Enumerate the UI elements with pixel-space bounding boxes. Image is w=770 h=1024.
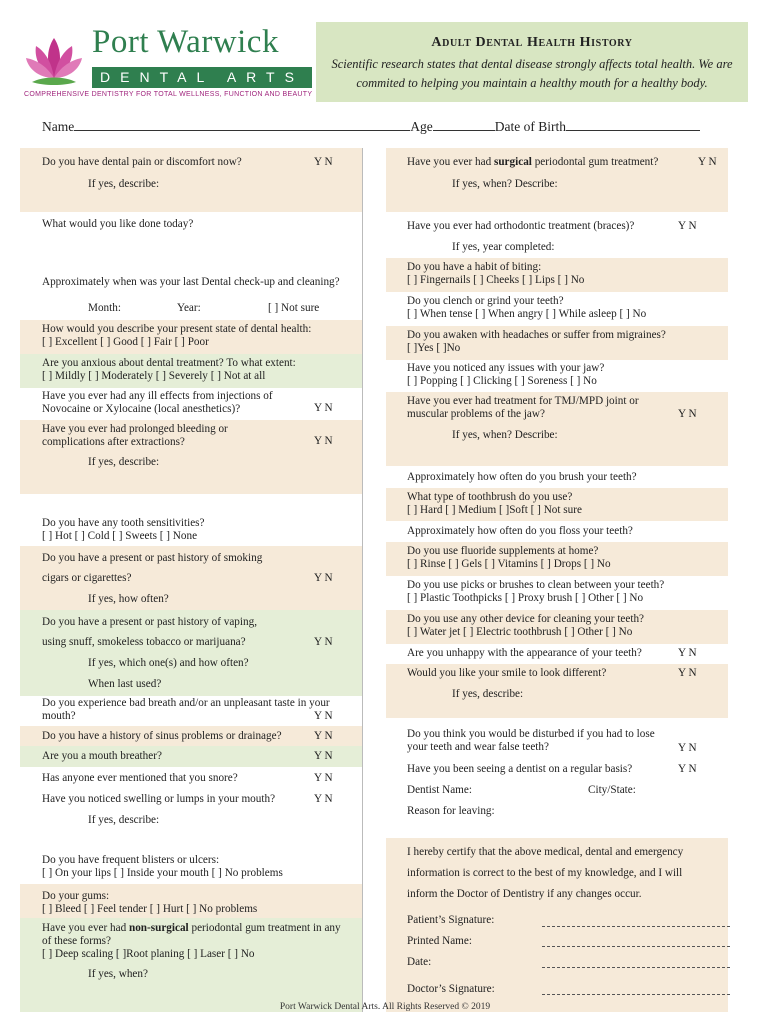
ortho-question: Have you ever had orthodontic treatment (braces)? [407, 220, 635, 232]
surgical-section [386, 148, 728, 212]
sensitivity-options[interactable]: [ ] Hot [ ] Cold [ ] Sweets [ ] None [42, 530, 198, 542]
jaw-section [386, 360, 728, 392]
jaw-question: Have you noticed any issues with your jaw? [407, 362, 605, 374]
dentist-name-label: Dentist Name: [407, 784, 472, 796]
headaches-options[interactable]: [ ]Yes [ ]No [407, 342, 461, 354]
biting-options[interactable]: [ ] Fingernails [ ] Cheeks [ ] Lips [ ] No [407, 274, 585, 286]
other-device-question: Do you use any other device for cleaning your teeth? [407, 613, 645, 625]
smoking-section [20, 546, 362, 610]
toothbrush-options[interactable]: [ ] Hard [ ] Medium [ ]Soft [ ] Not sure [407, 504, 582, 516]
reason-leaving-label: Reason for leaving: [407, 805, 495, 817]
smoking-yes-no[interactable]: Y N [314, 572, 333, 584]
injection-section [20, 388, 362, 420]
state-section [20, 320, 362, 354]
tmj-question: Have you ever had treatment for TMJ/MPD joint or muscular problems of the jaw? [407, 395, 639, 420]
snore-question: Has anyone ever mentioned that you snore? [42, 772, 238, 784]
doctor-signature-field[interactable] [542, 993, 730, 995]
bleeding-describe-label: If yes, describe: [88, 456, 160, 468]
name-field[interactable] [74, 118, 410, 131]
swelling-question: Have you noticed swelling or lumps in your mouth? [42, 793, 276, 805]
certify-line-3: inform the Doctor of Dentistry if any changes occur. [407, 888, 642, 900]
regular-dentist-yes-no[interactable]: Y N [678, 763, 697, 775]
dob-label: Date of Birth [494, 119, 566, 134]
checkup-month-label: Month: [88, 302, 121, 314]
injection-question: Have you ever had any ill effects from injections of Novocaine or Xylocaine (local anesthetics)? [42, 390, 273, 415]
ortho-year-label: If yes, year completed: [452, 241, 555, 253]
tmj-yes-no[interactable]: Y N [678, 408, 697, 420]
injection-yes-no[interactable]: Y N [314, 402, 333, 414]
vaping-which-label: If yes, which one(s) and how often? [88, 657, 249, 669]
toothbrush-question: What type of toothbrush do you use? [407, 491, 573, 503]
blisters-options[interactable]: [ ] On your lips [ ] Inside your mouth [ ] No problems [42, 867, 283, 879]
other-device-options[interactable]: [ ] Water jet [ ] Electric toothbrush [ ] Other [ ] No [407, 626, 633, 638]
anxious-question: Are you anxious about dental treatment? To what extent: [42, 357, 296, 369]
false-teeth-question: Do you think you would be disturbed if you had to lose your teeth and wear false teeth? [407, 728, 655, 753]
smile-describe-label: If yes, describe: [452, 688, 524, 700]
dentist-section [386, 718, 728, 838]
picks-question: Do you use picks or brushes to clean between your teeth? [407, 579, 665, 591]
fluoride-question: Do you use fluoride supplements at home? [407, 545, 599, 557]
mouth-breather-question: Are you a mouth breather? [42, 750, 162, 762]
smile-section [386, 664, 728, 718]
age-label: Age [410, 119, 433, 134]
logo [20, 22, 316, 102]
mouth-breather-section [20, 746, 362, 767]
false-teeth-yes-no[interactable]: Y N [678, 742, 697, 754]
title-box [316, 22, 748, 102]
nonsurgical-section [20, 918, 362, 1012]
doctor-signature-label: Doctor’s Signature: [407, 983, 495, 995]
fluoride-section [386, 542, 728, 576]
surgical-question-bold: surgical [493, 156, 532, 168]
right-column [386, 148, 728, 1012]
bleeding-section [20, 420, 362, 494]
biting-question: Do you have a habit of biting: [407, 261, 542, 273]
tmj-section [386, 392, 728, 466]
smoking-question: Do you have a present or past history of smoking [42, 552, 263, 564]
date-field[interactable] [542, 966, 730, 968]
mouth-breather-yes-no[interactable]: Y N [314, 750, 333, 762]
checkup-not-sure-checkbox[interactable]: [ ] Not sure [268, 302, 320, 314]
other-device-section [386, 610, 728, 644]
vaping-yes-no[interactable]: Y N [314, 636, 333, 648]
swelling-yes-no[interactable]: Y N [314, 793, 333, 805]
ortho-section [386, 212, 728, 258]
footer: Port Warwick Dental Arts. All Rights Reserved © 2019 [279, 1002, 491, 1012]
age-field[interactable] [433, 118, 495, 131]
swelling-section [20, 788, 362, 840]
printed-name-label: Printed Name: [407, 935, 472, 947]
unhappy-section [386, 644, 728, 664]
pain-describe-label: If yes, describe: [88, 178, 160, 190]
certification-section [386, 838, 728, 1012]
header [20, 22, 748, 102]
column-divider [362, 148, 363, 1012]
picks-section [386, 576, 728, 610]
done-today-section [20, 212, 362, 270]
blisters-section [20, 840, 362, 884]
ortho-yes-no[interactable]: Y N [678, 220, 697, 232]
pain-question: Do you have dental pain or discomfort now? [42, 156, 242, 168]
city-state-label: City/State: [588, 784, 636, 796]
anxious-section [20, 354, 362, 388]
nonsurgical-question-post: periodontal gum treatment in any of these forms? [42, 922, 341, 947]
breath-section [20, 696, 362, 726]
smoking-question-cont: cigars or cigarettes? [42, 572, 132, 584]
checkup-section [20, 270, 362, 320]
vaping-when-label: When last used? [88, 678, 162, 690]
patient-info-line [42, 118, 700, 135]
logo-name: Port Warwick [92, 24, 279, 60]
sinus-section [20, 726, 362, 746]
clench-section [386, 292, 728, 326]
smoking-often-label: If yes, how often? [88, 593, 169, 605]
certify-line-2: information is correct to the best of my knowledge, and I will [407, 867, 683, 879]
gums-section [20, 884, 362, 918]
nonsurgical-options[interactable]: [ ] Deep scaling [ ]Root planing [ ] Laser [ ] No [42, 948, 255, 960]
surgical-question-post: periodontal gum treatment? [531, 156, 659, 168]
toothbrush-section [386, 488, 728, 521]
certify-line-1: I hereby certify that the above medical, dental and emergency [407, 846, 684, 858]
gums-question: Do your gums: [42, 890, 110, 902]
headaches-question: Do you awaken with headaches or suffer from migraines? [407, 329, 666, 341]
checkup-question: Approximately when was your last Dental check-up and cleaning? [42, 276, 340, 288]
sinus-yes-no[interactable]: Y N [314, 730, 333, 742]
unhappy-yes-no[interactable]: Y N [678, 647, 697, 659]
blisters-question: Do you have frequent blisters or ulcers: [42, 854, 220, 866]
checkup-year-label: Year: [177, 302, 201, 314]
bleeding-question: Have you ever had prolonged bleeding or complications after extractions? [42, 423, 228, 448]
biting-section [386, 258, 728, 292]
pain-section [20, 148, 362, 212]
subtitle-line-2: commited to helping you maintain a healthy mouth for a healthy body. [356, 76, 708, 90]
brush-question: Approximately how often do you brush your teeth? [407, 471, 637, 483]
sinus-question: Do you have a history of sinus problems or drainage? [42, 730, 282, 742]
surgical-when-label: If yes, when? Describe: [452, 178, 558, 190]
fluoride-options[interactable]: [ ] Rinse [ ] Gels [ ] Vitamins [ ] Drops [ ] No [407, 558, 611, 570]
lotus-flower-icon [24, 32, 84, 92]
vaping-question: Do you have a present or past history of vaping, [42, 616, 257, 628]
name-label: Name [42, 119, 75, 134]
headaches-section [386, 326, 728, 360]
floss-section [386, 521, 728, 542]
state-options[interactable]: [ ] Excellent [ ] Good [ ] Fair [ ] Poor [42, 336, 209, 348]
subtitle-line-1: Scientific research states that dental disease strongly affects total health. We are [331, 57, 733, 71]
breath-question: Do you experience bad breath and/or an unpleasant taste in your mouth? [42, 697, 330, 722]
logo-subtitle: DENTAL ARTS [92, 67, 312, 88]
printed-name-field[interactable] [542, 945, 730, 947]
nonsurgical-question [42, 922, 342, 948]
tmj-when-label: If yes, when? Describe: [452, 429, 558, 441]
unhappy-question: Are you unhappy with the appearance of your teeth? [407, 647, 642, 659]
jaw-options[interactable]: [ ] Popping [ ] Clicking [ ] Soreness [ ] No [407, 375, 597, 387]
smile-yes-no[interactable]: Y N [678, 667, 697, 679]
swelling-describe-label: If yes, describe: [88, 814, 160, 826]
state-question: How would you describe your present state of dental health: [42, 323, 312, 335]
nonsurgical-question-pre: Have you ever had [42, 922, 129, 934]
anxious-options[interactable]: [ ] Mildly [ ] Moderately [ ] Severely [ ] Not at all [42, 370, 266, 382]
nonsurgical-question-bold: non-surgical [128, 922, 189, 934]
sensitivity-question: Do you have any tooth sensitivities? [42, 517, 205, 529]
date-label: Date: [407, 956, 432, 968]
logo-tagline: COMPREHENSIVE DENTISTRY FOR TOTAL WELLNESS, FUNCTION AND BEAUTY [24, 91, 313, 98]
left-column [20, 148, 362, 1012]
brush-section [386, 466, 728, 488]
dob-field[interactable] [566, 118, 700, 131]
clench-question: Do you clench or grind your teeth? [407, 295, 564, 307]
vaping-question-cont: using snuff, smokeless tobacco or marijuana? [42, 636, 246, 648]
surgical-yes-no[interactable]: Y N [698, 156, 717, 168]
regular-dentist-question: Have you been seeing a dentist on a regular basis? [407, 763, 633, 775]
bleeding-yes-no[interactable]: Y N [314, 435, 333, 447]
nonsurgical-when-label: If yes, when? [88, 968, 148, 980]
surgical-question [407, 156, 658, 169]
form-subtitle [316, 55, 748, 93]
smile-question: Would you like your smile to look different? [407, 667, 607, 679]
vaping-section [20, 610, 362, 696]
pain-yes-no[interactable]: Y N [314, 156, 333, 168]
snore-section [20, 767, 362, 788]
floss-question: Approximately how often do you floss your teeth? [407, 525, 633, 537]
done-today-question: What would you like done today? [42, 218, 194, 230]
gums-options[interactable]: [ ] Bleed [ ] Feel tender [ ] Hurt [ ] No problems [42, 903, 258, 915]
patient-signature-label: Patient’s Signature: [407, 914, 495, 926]
form-title: Adult Dental Health History [431, 35, 633, 50]
sensitivity-section [20, 494, 362, 546]
breath-yes-no[interactable]: Y N [314, 710, 333, 722]
picks-options[interactable]: [ ] Plastic Toothpicks [ ] Proxy brush [ ] Other [ ] No [407, 592, 644, 604]
clench-options[interactable]: [ ] When tense [ ] When angry [ ] While asleep [ ] No [407, 308, 647, 320]
snore-yes-no[interactable]: Y N [314, 772, 333, 784]
patient-signature-field[interactable] [542, 925, 730, 927]
surgical-question-pre: Have you ever had [407, 156, 494, 168]
